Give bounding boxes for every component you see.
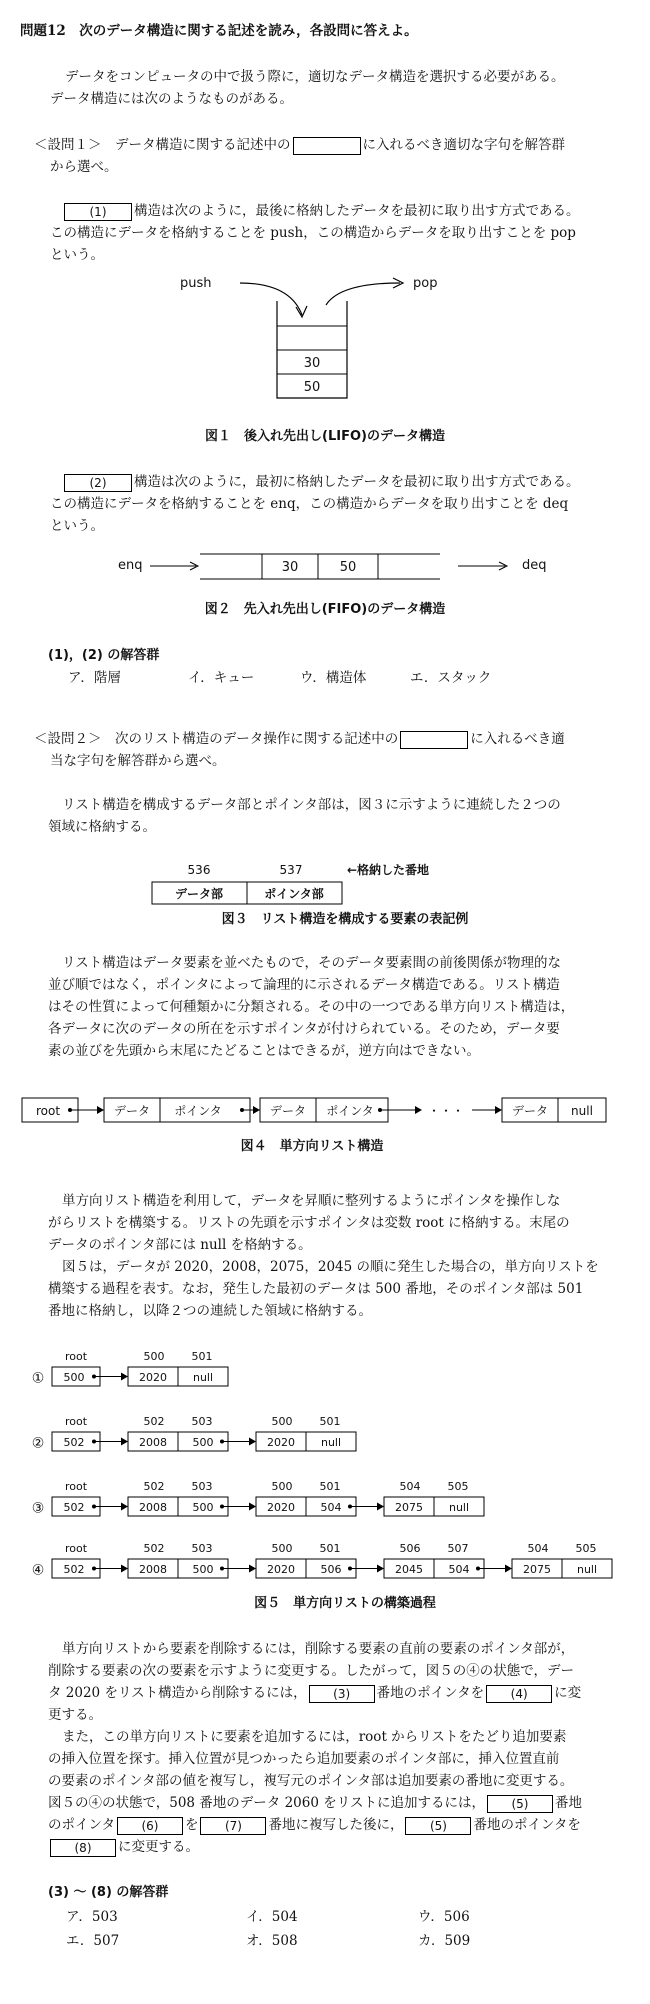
node-ptr-3-3: null <box>448 1501 470 1514</box>
figure-5-build-process <box>0 1345 650 1615</box>
fig3-data-part: データ部 <box>174 887 224 901</box>
q2-answer-u[interactable]: ウ．506 <box>418 1909 470 1925</box>
enq-label: enq <box>118 558 143 573</box>
q2-p3-6: 番地に格納し，以降２つの連続した領域に格納する。 <box>48 1303 372 1319</box>
stack-value-50: 50 <box>303 380 321 395</box>
node-ptr-1-1: null <box>192 1371 214 1384</box>
q2-p5-4: 図５の④の状態で，508 番地のデータ 2060 をリストに追加するには， (5) 番地 <box>48 1795 582 1811</box>
addr-data-4-1: 502 <box>143 1542 165 1555</box>
q1-answer-i[interactable]: イ．キュー <box>188 670 255 686</box>
blank-example <box>293 137 361 155</box>
q2-lead-text: ＜設問２＞ 次のリスト構造のデータ操作に関する記述中の <box>34 731 399 747</box>
fig4-pointer-2: ポインタ <box>326 1104 374 1118</box>
fig3-address-note: ←格納した番地 <box>347 863 430 877</box>
root-value-3: 502 <box>63 1501 85 1514</box>
root-value-4: 502 <box>63 1563 85 1576</box>
node-ptr-4-2: 506 <box>320 1563 342 1576</box>
q1-answer-e[interactable]: エ．スタック <box>410 670 492 686</box>
node-ptr-2-1: 500 <box>192 1436 214 1449</box>
node-data-2-2: 2020 <box>267 1436 295 1449</box>
q1-lead <box>34 134 565 156</box>
blank2-text: 構造は次のように，最初に格納したデータを最初に取り出す方式である。 <box>134 474 580 490</box>
q2-p3-4: 図５は，データが 2020，2008，2075，2045 の順に発生した場合の，単方向リストを <box>62 1259 599 1275</box>
link-head-1-1 <box>121 1373 128 1381</box>
blank1-text: 構造は次のように，最後に格納したデータを最初に取り出す方式である。 <box>134 203 580 219</box>
q2-p2-2: 並び順ではなく，ポインタによって論理的に示されるデータ構造である。リスト構造 <box>48 977 560 993</box>
addr-data-3-1: 502 <box>143 1480 165 1493</box>
node-data-4-1: 2008 <box>139 1563 167 1576</box>
q2-p5-2: の挿入位置を探す。挿入位置が見つかったら追加要素のポインタ部に，挿入位置直前 <box>48 1751 560 1767</box>
q2-answer-a[interactable]: ア．503 <box>66 1909 118 1925</box>
answer-blank-5[interactable]: (5) <box>487 1795 553 1813</box>
figure-2-queue <box>0 548 650 623</box>
answer-blank-5-repeat[interactable]: (5) <box>405 1817 471 1835</box>
addr-ptr-4-1: 503 <box>191 1542 213 1555</box>
queue-line-2: という。 <box>50 518 104 534</box>
intro-line-2: データ構造には次のようなものがある。 <box>50 91 293 107</box>
q2-p2-3: はその性質によって何種類かに分類される。その中の一つである単方向リスト構造は， <box>48 999 575 1015</box>
addr-data-4-3: 506 <box>399 1542 421 1555</box>
figure-3-caption: 図３ リスト構造を構成する要素の表記例 <box>221 912 469 927</box>
addr-data-3-3: 504 <box>399 1480 421 1493</box>
addr-ptr-3-3: 505 <box>447 1480 469 1493</box>
answer-blank-4[interactable]: (4) <box>486 1685 552 1703</box>
q2-p2-1: リスト構造はデータ要素を並べたもので，そのデータ要素間の前後関係が物理的な <box>62 955 561 971</box>
push-label: push <box>180 276 212 291</box>
node-ptr-3-1: 500 <box>192 1501 214 1514</box>
node-data-4-4: 2075 <box>523 1563 551 1576</box>
fig4-null: null <box>571 1104 593 1118</box>
blank-example-2 <box>400 731 468 749</box>
fig3-addr-536: 536 <box>187 863 211 877</box>
addr-data-4-2: 500 <box>271 1542 293 1555</box>
q2-answer-ka[interactable]: カ．509 <box>418 1933 471 1949</box>
addr-ptr-4-2: 501 <box>319 1542 341 1555</box>
stack-line-2: という。 <box>50 247 104 263</box>
link-head-3-1 <box>121 1503 128 1511</box>
root-label-2: root <box>64 1415 88 1428</box>
link-head-4-4 <box>505 1565 512 1573</box>
answer-blank-7[interactable]: (7) <box>200 1817 266 1835</box>
figure-5-caption: 図５ 単方向リストの構築過程 <box>254 1596 436 1611</box>
q2-p4-2: 削除する要素の次の要素を示すように変更する。したがって，図５の④の状態で，デー <box>48 1663 574 1679</box>
q2-answer-e[interactable]: エ．507 <box>66 1933 120 1949</box>
figure-3-element <box>0 860 650 940</box>
q2-p1-2: 領域に格納する。 <box>48 819 156 835</box>
addr-data-4-4: 504 <box>527 1542 549 1555</box>
node-ptr-4-3: 504 <box>448 1563 470 1576</box>
fig4-data-2: データ <box>269 1104 307 1118</box>
q2-p3-1: 単方向リスト構造を利用して，データを昇順に整列するようにポインタを操作しな <box>62 1193 561 1209</box>
root-label-3: root <box>64 1480 88 1493</box>
problem-title: 問題12 次のデータ構造に関する記述を読み，各設問に答えよ。 <box>20 23 418 39</box>
q2-answer-o[interactable]: オ．508 <box>246 1933 298 1949</box>
link-head-4-2 <box>249 1565 256 1573</box>
answer-blank-6[interactable]: (6) <box>117 1817 183 1835</box>
node-data-4-3: 2045 <box>395 1563 423 1576</box>
link-head-3-3 <box>377 1503 384 1511</box>
fig4-pointer-1: ポインタ <box>174 1104 222 1118</box>
addr-ptr-3-2: 501 <box>319 1480 341 1493</box>
fig4-data-1: データ <box>113 1104 151 1118</box>
q1-lead-after: に入れるべき適切な字句を解答群 <box>362 137 565 153</box>
q2-answer-i[interactable]: イ．504 <box>246 1909 298 1925</box>
queue-line-1: この構造にデータを格納することを enq，この構造からデータを取り出すことを deq <box>50 496 569 512</box>
q2-p5-5: のポインタ (6) を (7) 番地に複写した後に， (5) 番地のポインタを <box>48 1817 581 1833</box>
pop-arrow <box>326 283 400 305</box>
node-ptr-4-1: 500 <box>192 1563 214 1576</box>
step-label-4: ④ <box>31 1562 45 1579</box>
push-arrow <box>240 283 302 315</box>
queue-value-50: 50 <box>339 560 357 575</box>
deq-label: deq <box>522 558 547 573</box>
node-data-3-1: 2008 <box>139 1501 167 1514</box>
q2-p5-6: (8) に変更する。 <box>48 1836 199 1858</box>
step-label-2: ② <box>31 1435 45 1452</box>
node-ptr-3-2: 504 <box>320 1501 342 1514</box>
q1-blank2-line <box>62 471 580 493</box>
answer-blank-2[interactable]: (2) <box>64 474 132 492</box>
pop-label: pop <box>413 276 438 291</box>
push-arrow-head <box>296 306 307 317</box>
q1-answer-a[interactable]: ア．階層 <box>68 670 121 686</box>
figure-2-caption: 図２ 先入れ先出し(FIFO)のデータ構造 <box>204 602 446 617</box>
root-label-4: root <box>64 1542 88 1555</box>
intro-line-1: データをコンピュータの中で扱う際に，適切なデータ構造を選択する必要がある。 <box>65 69 565 85</box>
q2-p5-1: また，この単方向リストに要素を追加するには，root からリストをたどり追加要素 <box>62 1729 567 1745</box>
figure-1-stack <box>0 265 650 465</box>
q2-p3-3: データのポインタ部には null を格納する。 <box>48 1237 312 1253</box>
figure-1-caption: 図１ 後入れ先出し(LIFO)のデータ構造 <box>205 429 445 444</box>
answer-blank-1[interactable]: (1) <box>64 203 132 221</box>
addr-data-2-1: 502 <box>143 1415 165 1428</box>
link-head-2-2 <box>249 1438 256 1446</box>
q2-p4-4: 更する。 <box>48 1707 102 1723</box>
q2-answers-title: (3) ～ (8) の解答群 <box>48 1885 169 1900</box>
node-ptr-4-4: null <box>576 1563 598 1576</box>
figure-4-list <box>0 1094 650 1164</box>
root-label-1: root <box>64 1350 88 1363</box>
addr-ptr-2-1: 503 <box>191 1415 213 1428</box>
q1-blank1-line <box>62 200 580 222</box>
stack-value-30: 30 <box>303 356 321 371</box>
addr-ptr-3-1: 503 <box>191 1480 213 1493</box>
figure-4-caption: 図４ 単方向リスト構造 <box>240 1139 384 1154</box>
root-value-2: 502 <box>63 1436 85 1449</box>
queue-value-30: 30 <box>281 560 299 575</box>
link-head-2-1 <box>121 1438 128 1446</box>
link-head-4-1 <box>121 1565 128 1573</box>
step-label-3: ③ <box>31 1500 45 1517</box>
stack-line-1: この構造にデータを格納することを push，この構造からデータを取り出すことを pop <box>50 225 576 241</box>
link-head-4-3 <box>377 1565 384 1573</box>
step-label-1: ① <box>31 1370 45 1387</box>
q2-lead-after: に入れるべき適 <box>470 731 565 747</box>
node-data-1-1: 2020 <box>139 1371 167 1384</box>
addr-ptr-4-3: 507 <box>447 1542 469 1555</box>
q2-p4-1: 単方向リストから要素を削除するには，削除する要素の直前の要素のポインタ部が， <box>62 1641 575 1657</box>
q2-lead-2: 当な字句を解答群から選べ。 <box>50 753 226 769</box>
fig4-dots: ・・・ <box>427 1104 465 1118</box>
q2-lead <box>34 728 565 750</box>
fig4-data-last: データ <box>511 1104 549 1118</box>
q2-p3-5: 構築する過程を表す。なお，発生した最初のデータは 500 番地，そのポインタ部は 501 <box>48 1281 584 1297</box>
q1-lead-2: から選べ。 <box>50 159 118 175</box>
node-ptr-2-2: null <box>320 1436 342 1449</box>
q2-p2-5: 素の並びを先頭から末尾にたどることはできるが，逆方向はできない。 <box>48 1043 480 1059</box>
addr-data-3-2: 500 <box>271 1480 293 1493</box>
q1-answer-u[interactable]: ウ．構造体 <box>300 670 367 686</box>
fig3-addr-537: 537 <box>279 863 303 877</box>
q2-p1-1: リスト構造を構成するデータ部とポインタ部は，図３に示すように連続した２つの <box>62 797 561 813</box>
fig3-pointer-part: ポインタ部 <box>264 887 324 901</box>
q2-p5-3: の要素のポインタ部の値を複写し，複写元のポインタ部は追加要素の番地に変更する。 <box>48 1773 574 1789</box>
node-data-4-2: 2020 <box>267 1563 295 1576</box>
node-data-3-2: 2020 <box>267 1501 295 1514</box>
q1-answers-title: (1)，(2) の解答群 <box>48 648 160 663</box>
fig4-root: root <box>35 1104 61 1118</box>
link-head-3-2 <box>249 1503 256 1511</box>
q2-p3-2: がらリストを構築する。リストの先頭を示すポインタは変数 root に格納する。末尾の <box>48 1215 570 1231</box>
root-value-1: 500 <box>63 1371 85 1384</box>
q2-p4-3: タ 2020 をリスト構造から削除するには， (3) 番地のポインタを (4) に変 <box>48 1685 582 1701</box>
q1-lead-text: ＜設問１＞ データ構造に関する記述中の <box>34 137 291 153</box>
node-data-2-1: 2008 <box>139 1436 167 1449</box>
addr-data-1-1: 500 <box>143 1350 165 1363</box>
answer-blank-3[interactable]: (3) <box>309 1685 375 1703</box>
addr-ptr-1-1: 501 <box>191 1350 213 1363</box>
addr-ptr-4-4: 505 <box>575 1542 597 1555</box>
node-data-3-3: 2075 <box>395 1501 423 1514</box>
q2-p2-4: 各データに次のデータの所在を示すポインタが付けられている。そのため，データ要 <box>48 1021 560 1037</box>
answer-blank-8[interactable]: (8) <box>50 1839 116 1857</box>
addr-data-2-2: 500 <box>271 1415 293 1428</box>
addr-ptr-2-2: 501 <box>319 1415 341 1428</box>
